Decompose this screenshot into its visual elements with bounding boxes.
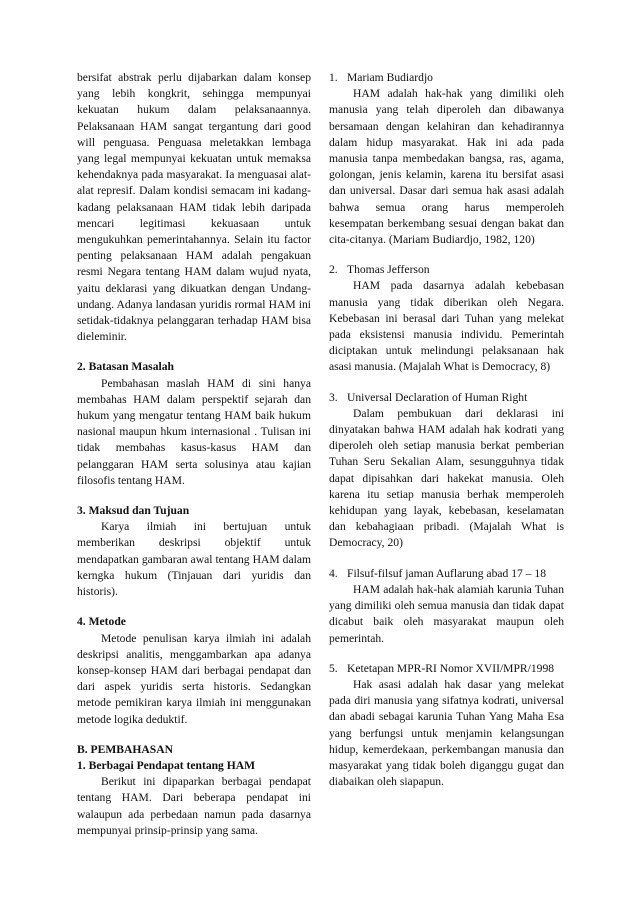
paragraph-metode: Metode penulisan karya ilmiah ini adalah deskripsi analitis, menggambarkan apa adanya konsep-konsep HAM dari berbagai pendapat dan dari aspek yuridis serta historis. Sedangkan metode pemikiran karya ilmiah ini menggunakan metode logika deduktif. [77, 631, 311, 726]
list-item-title [329, 70, 564, 86]
list-item-title [329, 566, 564, 582]
list-item-title-text: Thomas Jefferson [347, 263, 430, 277]
heading-pembahasan: B. PEMBAHASAN [77, 742, 173, 756]
list-item-title-text: Ketetapan MPR-RI Nomor XVII/MPR/1998 [347, 661, 555, 675]
list-item-text: HAM adalah hak-hak yang dimiliki oleh manusia yang telah diperoleh dan dibawanya bersamaan dengan kelahiran dan kehadirannya dalam hidup masyarakat. Hak ini ada pada manusia tanpa membedakan bangsa, ras, agama, golongan, jenis kelamin, karena itu bersifat asasi dan universal. Dasar dari semua hak asasi adalah bahwa semua orang harus memperoleh kesempatan berkembang sesuai dengan bakat dan cita-citanya. (Mariam Budiardjo, 1982, 120) [329, 87, 564, 247]
list-item-text: Hak asasi adalah hak dasar yang melekat pada diri manusia yang sifatnya kodrati, universal dan abadi sebagai karunia Tuhan Yang Maha Esa yang berfungsi untuk menjamin kelangsungan hidup, kemerdekaan, perkembangan manusia dan masyarakat yang tidak boleh diganggu gugat dan diabaikan oleh siapapun. [329, 677, 564, 789]
list-item-title-text: Mariam Budiardjo [347, 71, 433, 84]
right-column [329, 70, 564, 790]
list-item-text: HAM adalah hak-hak alamiah karunia Tuhan yang dimiliki oleh semua manusia dan tidak dapat dicabut baik oleh masyarakat maupun oleh pemerintah. [329, 582, 564, 645]
paragraph-maksud-tujuan: Karya ilmiah ini bertujuan untuk memberikan deskripsi objektif untuk mendapatkan gambaran awal tentang HAM dalam kerngka hukum (Tinjauan dari yuridis dan historis). [77, 520, 311, 599]
list-item-text: HAM pada dasarnya adalah kebebasan manusia yang tidak diberikan oleh Negara. Kebebasan ini berasal dari Tuhan yang melekat pada eksistensi manusia individu. Pemerintah diciptakan untuk melindungi pelaksanaan hak asasi manusia. (Majalah What is Democracy, 8) [329, 279, 564, 374]
paragraph-berbagai-pendapat: Berikut ini dipaparkan berbagai pendapat tentang HAM. Dari beberapa pendapat ini walaupun ada perbedaan namun pada dasarnya mempunyai prinsip-prinsip yang sama. [77, 775, 311, 837]
list-item [329, 262, 564, 375]
list-item-title [329, 661, 564, 677]
list-item-text: Dalam pembukuan dari deklarasi ini dinyatakan bahwa HAM adalah hak kodrati yang diperoleh oleh setiap manusia berkat pemberian Tuhan Seru Sekalian Alam, sesungguhnya tidak dapat dipisahkan dari hakekat manusia. Oleh karena itu setiap manusia berhak memperoleh kehidupan yang layak, kebebasan, keselamatan dan kebahagiaan pribadi. (Majalah What is Democracy, 20) [329, 406, 564, 550]
list-item-title-text: Universal Declaration of Human Right [347, 390, 528, 404]
list-item-number: 3. [329, 390, 338, 404]
list-item-title [329, 390, 564, 406]
list-item-number: 2. [329, 263, 338, 277]
heading-maksud-tujuan: 3. Maksud dan Tujuan [77, 504, 190, 518]
list-item [329, 566, 564, 647]
list-item-number: 4. [329, 566, 338, 580]
list-item [329, 390, 564, 552]
list-item-number: 1. [329, 71, 338, 84]
list-item-number: 5. [329, 661, 338, 675]
list-item [329, 661, 564, 791]
left-column [77, 70, 311, 839]
list-item-title [329, 262, 564, 278]
heading-batasan-masalah: 2. Batasan Masalah [77, 360, 174, 374]
list-item-title-text: Filsuf-filsuf jaman Auflarung abad 17 – 18 [347, 566, 546, 580]
paragraph-intro: bersifat abstrak perlu dijabarkan dalam konsep yang lebih kongkrit, sehingga mempunyai kekuatan hukum dalam pelaksanaannya. Pelaksanaan HAM sangat tergantung dari good will penguasa. Penguasa meletakkan lembaga yang legal mempunyai kekuatan untuk memaksa kehendaknya pada masyarakat. Ia menguasai alat-alat represif. Dalam kondisi semacam ini kadang-kadang pelaksanaan HAM tidak lebih daripada mencari legitimasi kekuasaan untuk mengukuhkan pemerintahannya. Selain itu factor penting pelaksanaan HAM adalah pengakuan resmi Negara tentang HAM dalam wujud nyata, yaitu deklarasi yang dikuatkan dengan Undang-undang. Adanya landasan yuridis rormal HAM ini setidak-tidaknya pelanggaran terhadap HAM bisa dieleminir. [77, 71, 311, 344]
list-item [329, 70, 564, 248]
heading-berbagai-pendapat: 1. Berbagai Pendapat tentang HAM [77, 758, 256, 772]
heading-metode: 4. Metode [77, 615, 126, 629]
paragraph-batasan-masalah: Pembahasan maslah HAM di sini hanya membahas HAM dalam perspektif sejarah dan hukum yang mengatur tentang HAM baik hukum nasional maupun hkum internasional . Tulisan ini tidak membahas kasus-kasus HAM dan pelanggaran HAM serta solusinya atau kajian filosofis tentang HAM. [77, 376, 311, 487]
